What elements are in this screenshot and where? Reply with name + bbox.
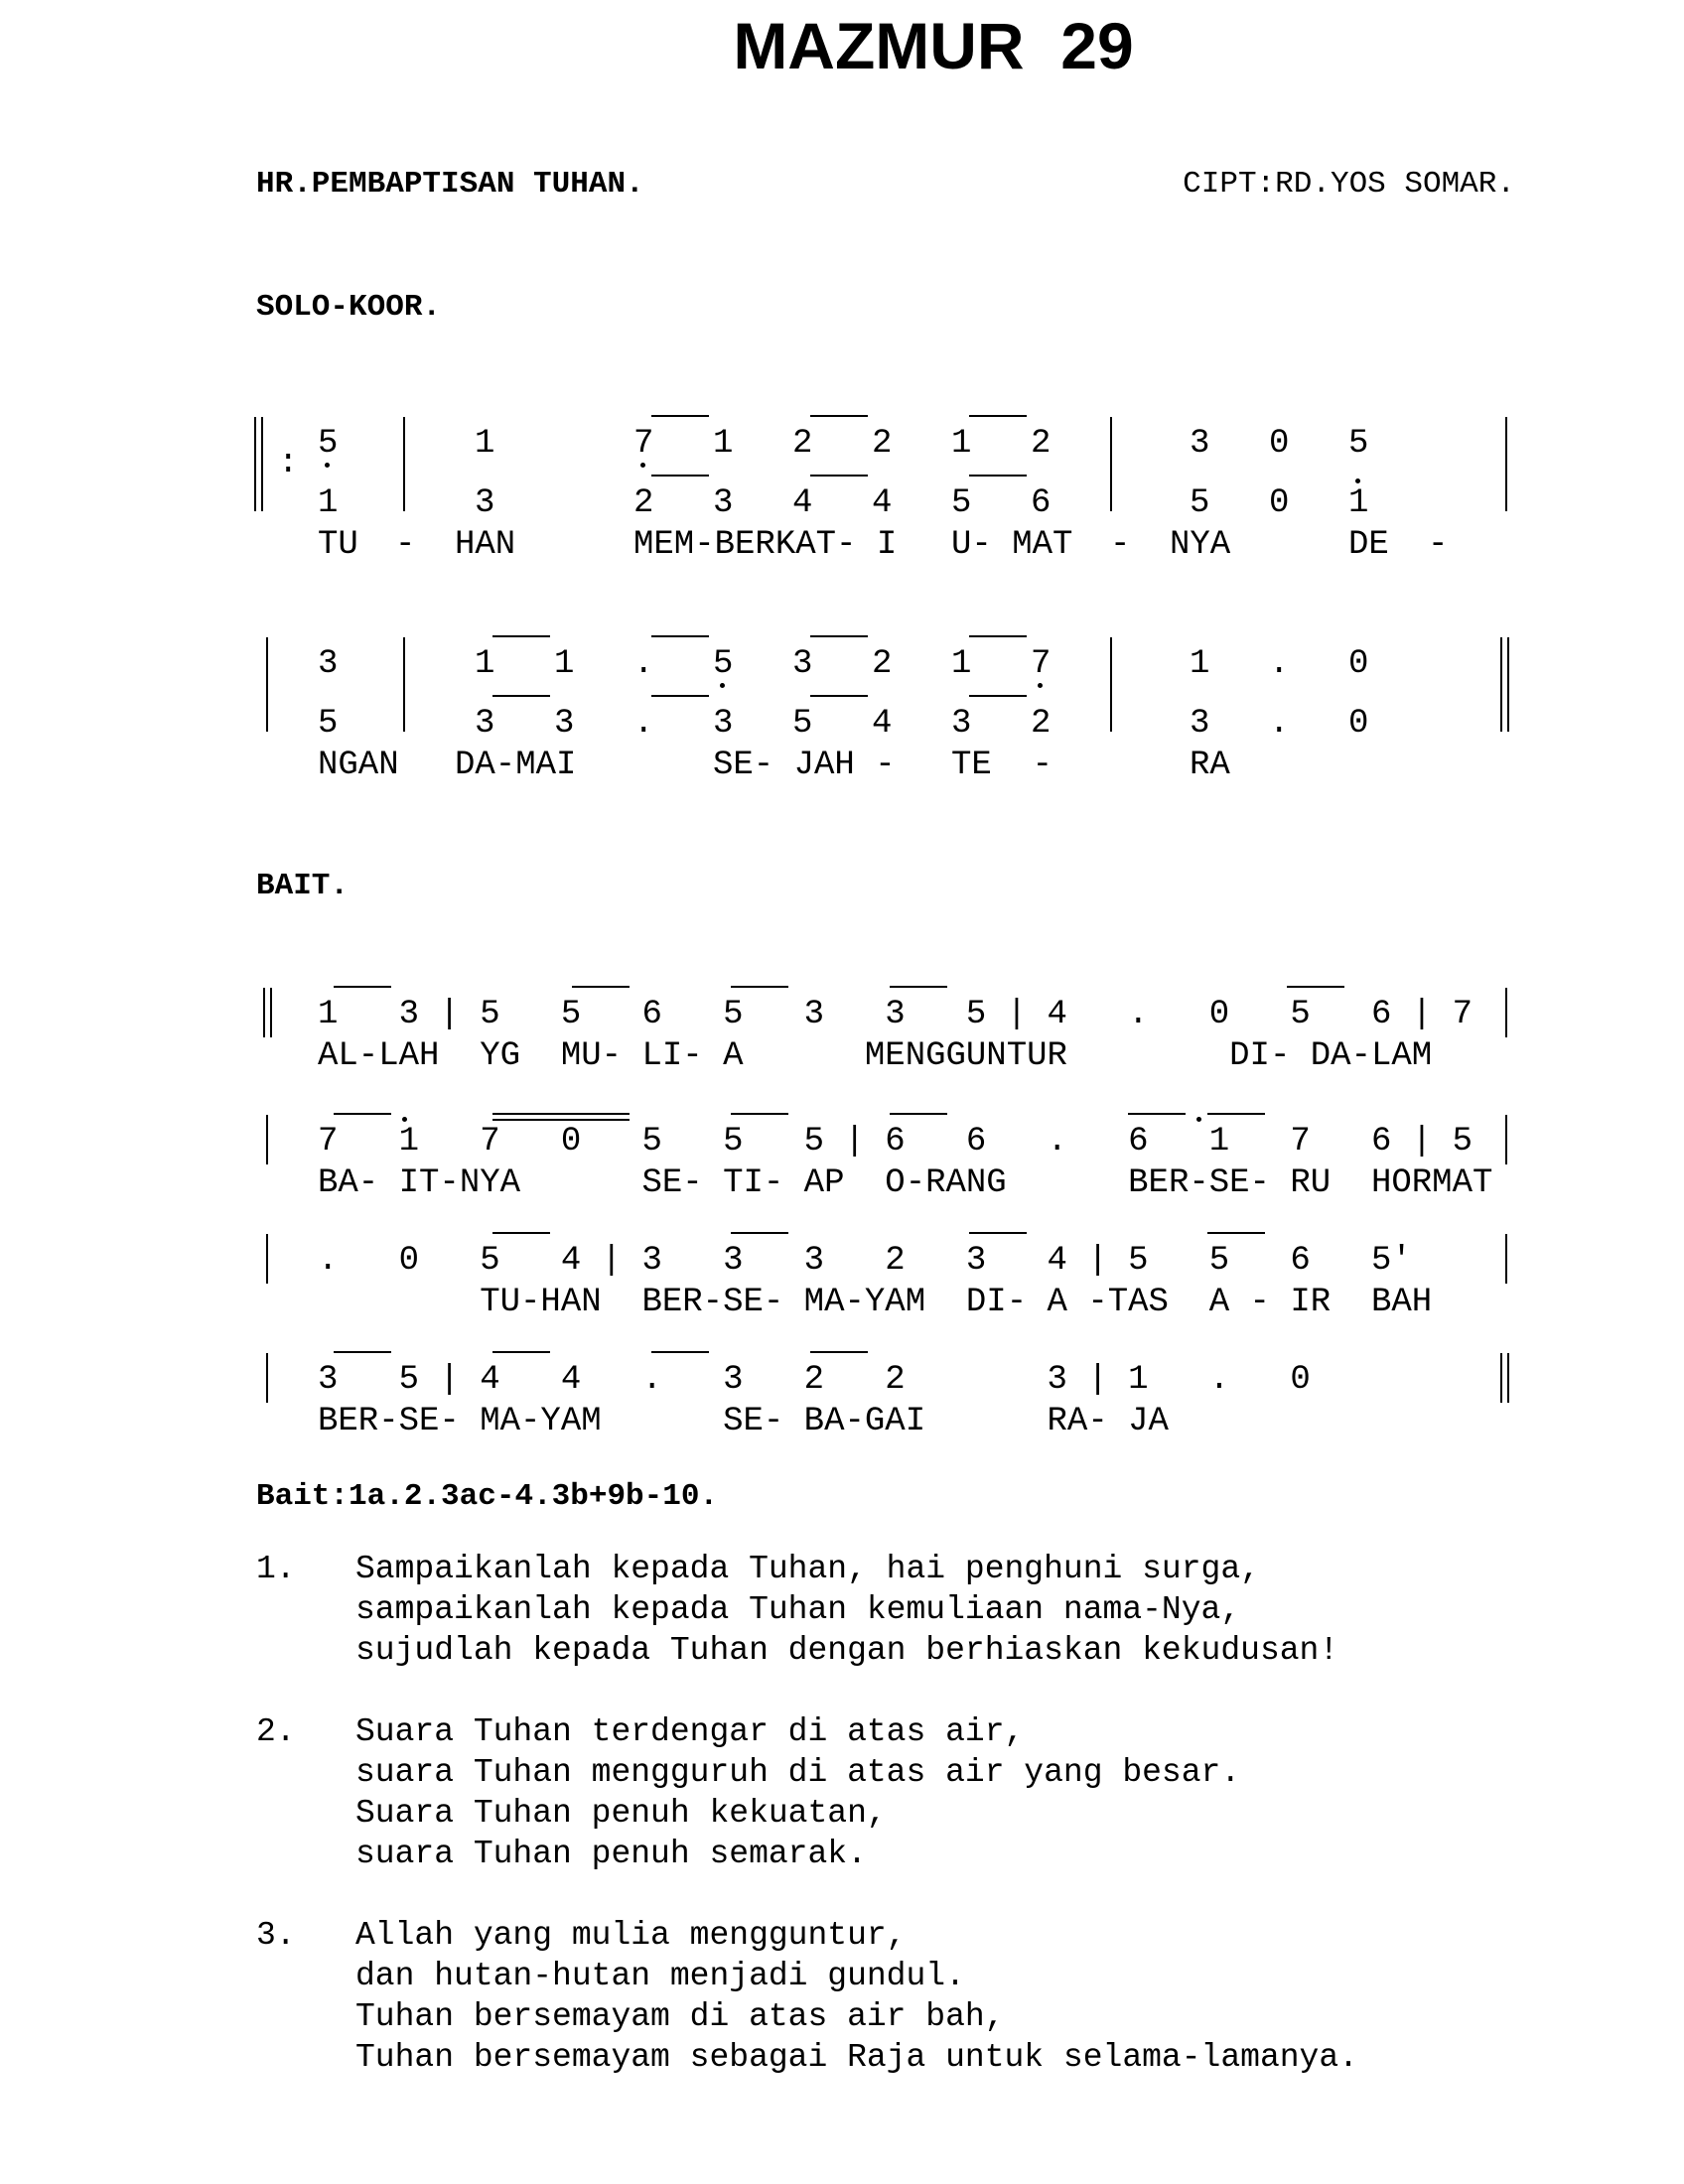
- refrain-note: 3: [951, 705, 972, 743]
- beam-line: [731, 986, 788, 988]
- refrain-note: 3: [475, 484, 495, 522]
- beam-line: [731, 1113, 788, 1115]
- refrain-lyric: MEM-BERKAT- I: [633, 526, 898, 564]
- bait-line-3: [256, 1244, 1517, 1323]
- verse-line: suara Tuhan penuh semarak.: [355, 1836, 867, 1872]
- verse-3: [256, 1915, 1646, 2078]
- refrain-note: 3: [713, 484, 734, 522]
- beam-line: [969, 475, 1027, 477]
- bait-line-1: [256, 998, 1517, 1077]
- bait-line-4: [256, 1363, 1517, 1442]
- octave-dot-above: [1355, 478, 1360, 483]
- verse-line: Allah yang mulia mengguntur,: [355, 1917, 907, 1954]
- verse-line: Sampaikanlah kepada Tuhan, hai penghuni surga,: [355, 1551, 1260, 1587]
- refrain-note: 5: [713, 645, 734, 683]
- refrain-note: 4: [872, 484, 893, 522]
- barline: [1505, 988, 1507, 1037]
- refrain-note: 4: [872, 705, 893, 743]
- refrain-note: 3: [318, 645, 339, 683]
- verse-line: sampaikanlah kepada Tuhan kemuliaan nama-Nya,: [355, 1591, 1241, 1628]
- refrain-note: 3: [792, 645, 813, 683]
- refrain-note: 1: [1190, 645, 1210, 683]
- octave-dot-below: [640, 463, 645, 468]
- beam-line: [334, 1351, 391, 1353]
- refrain-note: 1: [318, 484, 339, 522]
- barline: [266, 1353, 268, 1403]
- beam-line: [810, 475, 868, 477]
- barline: [266, 1115, 268, 1164]
- refrain-note: 2: [1031, 705, 1052, 743]
- refrain-note: .: [1269, 645, 1290, 683]
- beam-line: [651, 635, 709, 637]
- refrain-lyric: DA-MAI: [455, 747, 577, 784]
- beam-line: [731, 1232, 788, 1234]
- refrain-note: 2: [872, 425, 893, 463]
- refrain-lyric: TE -: [951, 747, 1053, 784]
- beam-line: [651, 415, 709, 417]
- beam-line: [492, 1351, 550, 1353]
- beam-line: [969, 695, 1027, 697]
- beam-line: [651, 1351, 709, 1353]
- refrain-note: 3: [1190, 705, 1210, 743]
- beam-line: [492, 1113, 630, 1115]
- verse-1: [256, 1549, 1646, 1671]
- barline: [1505, 417, 1507, 511]
- composer-credit: CIPT:RD.YOS SOMAR.: [1183, 167, 1515, 202]
- barline: [403, 637, 405, 732]
- page-title: MAZMUR 29: [733, 9, 1134, 82]
- refrain-note: 7: [1031, 645, 1052, 683]
- refrain-lyric: TU: [318, 526, 358, 564]
- beam-line: [969, 1232, 1027, 1234]
- octave-dot-below: [1038, 683, 1043, 688]
- verse-line: Tuhan bersemayam di atas air bah,: [355, 1998, 1005, 2035]
- refrain-note: 1: [475, 425, 495, 463]
- verse-line: dan hutan-hutan menjadi gundul.: [355, 1958, 965, 1994]
- refrain-note: 3: [554, 705, 575, 743]
- bait-lyrics: BER-SE- MA-YAM SE- BA-GAI RA- JA: [318, 1403, 1169, 1440]
- refrain-note: 1: [951, 645, 972, 683]
- refrain-lyric: DE: [1348, 526, 1389, 564]
- verse-line: sujudlah kepada Tuhan dengan berhiaskan kekudusan!: [355, 1632, 1339, 1669]
- bait-lyrics: AL-LAH YG MU- LI- A MENGGUNTUR DI- DA-LAM: [318, 1037, 1433, 1075]
- bait-notes: 3 5 | 4 4 . 3 2 2 3 | 1 . 0: [318, 1361, 1311, 1399]
- refrain-lyric: HAN: [455, 526, 516, 564]
- refrain-note: 5: [318, 705, 339, 743]
- refrain-note: .: [633, 705, 654, 743]
- barline: [403, 417, 405, 511]
- refrain-note: 0: [1348, 645, 1369, 683]
- barline: [1110, 417, 1112, 511]
- refrain-note: 5: [1190, 484, 1210, 522]
- refrain-note: 5: [792, 705, 813, 743]
- barline: [266, 637, 268, 732]
- barline: [1505, 1234, 1507, 1284]
- bait-label: BAIT.: [256, 869, 350, 903]
- beam-line: [492, 695, 550, 697]
- beam-line: [810, 695, 868, 697]
- occasion-label: HR.PEMBAPTISAN TUHAN.: [256, 167, 644, 202]
- beam-line: [1207, 1232, 1265, 1234]
- beam-line: [890, 986, 947, 988]
- verses-label: Bait:1a.2.3ac-4.3b+9b-10.: [256, 1479, 719, 1514]
- repeat-start-barline: [263, 988, 272, 1037]
- beam-line: [334, 1113, 391, 1115]
- beam-line: [572, 986, 630, 988]
- refrain-note: 0: [1348, 705, 1369, 743]
- octave-dot-above: [402, 1117, 407, 1122]
- octave-dot-above: [1196, 1117, 1201, 1122]
- refrain-note: 3: [713, 705, 734, 743]
- refrain-note: 5: [318, 425, 339, 463]
- refrain-note: .: [1269, 705, 1290, 743]
- verse-line: Suara Tuhan penuh kekuatan,: [355, 1795, 887, 1832]
- refrain-note: 5: [951, 484, 972, 522]
- refrain-lyric: SE- JAH -: [713, 747, 896, 784]
- verse-line: Suara Tuhan terdengar di atas air,: [355, 1713, 1025, 1750]
- refrain-label: SOLO-KOOR.: [256, 290, 442, 325]
- refrain-note: 1: [1348, 484, 1369, 522]
- refrain-lyric: NGAN: [318, 747, 399, 784]
- refrain-note: 0: [1269, 425, 1290, 463]
- refrain-lyric: RA: [1190, 747, 1230, 784]
- beam-line: [492, 1232, 550, 1234]
- bait-notes: 1 3 | 5 5 6 5 3 3 5 | 4 . 0 5 6 | 7: [318, 996, 1473, 1033]
- refrain-lyric: U- MAT: [951, 526, 1073, 564]
- beam-line: [810, 415, 868, 417]
- verse-line: Tuhan bersemayam sebagai Raja untuk selama-lamanya.: [355, 2039, 1358, 2076]
- final-barline: [1500, 637, 1509, 732]
- repeat-start-barline: [254, 417, 263, 511]
- beam-line: [1287, 986, 1344, 988]
- beam-line: [651, 475, 709, 477]
- refrain-lyric: -: [1110, 526, 1131, 564]
- beam-line: [1207, 1113, 1265, 1115]
- beam-line: [810, 635, 868, 637]
- refrain-system-1: [256, 427, 1517, 586]
- verse-number: 3.: [256, 1917, 296, 1954]
- barline: [1110, 637, 1112, 732]
- bait-notes: . 0 5 4 | 3 3 3 2 3 4 | 5 5 6 5': [318, 1242, 1412, 1280]
- bait-notes: 7 1 7 0 5 5 5 | 6 6 . 6 1 7 6 | 5: [318, 1123, 1473, 1160]
- octave-dot-below: [720, 683, 725, 688]
- verse-line: suara Tuhan mengguruh di atas air yang besar.: [355, 1754, 1241, 1791]
- verse-number: 2.: [256, 1713, 296, 1750]
- repeat-dots: :: [278, 445, 299, 482]
- refrain-note: 2: [792, 425, 813, 463]
- beam-line: [334, 986, 391, 988]
- refrain-note: 4: [792, 484, 813, 522]
- refrain-lyric: -: [395, 526, 416, 564]
- bait-lyrics: BA- IT-NYA SE- TI- AP O-RANG BER-SE- RU HORMAT: [318, 1164, 1493, 1202]
- barline: [266, 1234, 268, 1284]
- refrain-note: 5: [1348, 425, 1369, 463]
- beam-line: [492, 1119, 630, 1121]
- refrain-note: .: [633, 645, 654, 683]
- refrain-note: 1: [713, 425, 734, 463]
- refrain-lyric: NYA: [1170, 526, 1231, 564]
- refrain-note: 7: [633, 425, 654, 463]
- refrain-note: 1: [554, 645, 575, 683]
- verse-list: [256, 1549, 1646, 2118]
- barline: [1505, 1115, 1507, 1164]
- beam-line: [969, 415, 1027, 417]
- beam-line: [492, 635, 550, 637]
- final-barline: [1500, 1353, 1509, 1403]
- beam-line: [890, 1113, 947, 1115]
- refrain-note: 0: [1269, 484, 1290, 522]
- refrain-note: 2: [1031, 425, 1052, 463]
- refrain-note: 2: [872, 645, 893, 683]
- verse-number: 1.: [256, 1551, 296, 1587]
- refrain-note: 2: [633, 484, 654, 522]
- refrain-note: 1: [475, 645, 495, 683]
- beam-line: [969, 635, 1027, 637]
- beam-line: [1128, 1113, 1186, 1115]
- bait-lyrics: TU-HAN BER-SE- MA-YAM DI- A -TAS A - IR BAH: [318, 1284, 1433, 1321]
- refrain-note: 3: [1190, 425, 1210, 463]
- refrain-lyric: -: [1428, 526, 1449, 564]
- refrain-note: 6: [1031, 484, 1052, 522]
- refrain-note: 1: [951, 425, 972, 463]
- bait-line-2: [256, 1125, 1517, 1204]
- verse-2: [256, 1711, 1646, 1874]
- refrain-system-2: [256, 647, 1517, 806]
- beam-line: [810, 1351, 868, 1353]
- beam-line: [651, 695, 709, 697]
- octave-dot-below: [325, 463, 330, 468]
- refrain-note: 3: [475, 705, 495, 743]
